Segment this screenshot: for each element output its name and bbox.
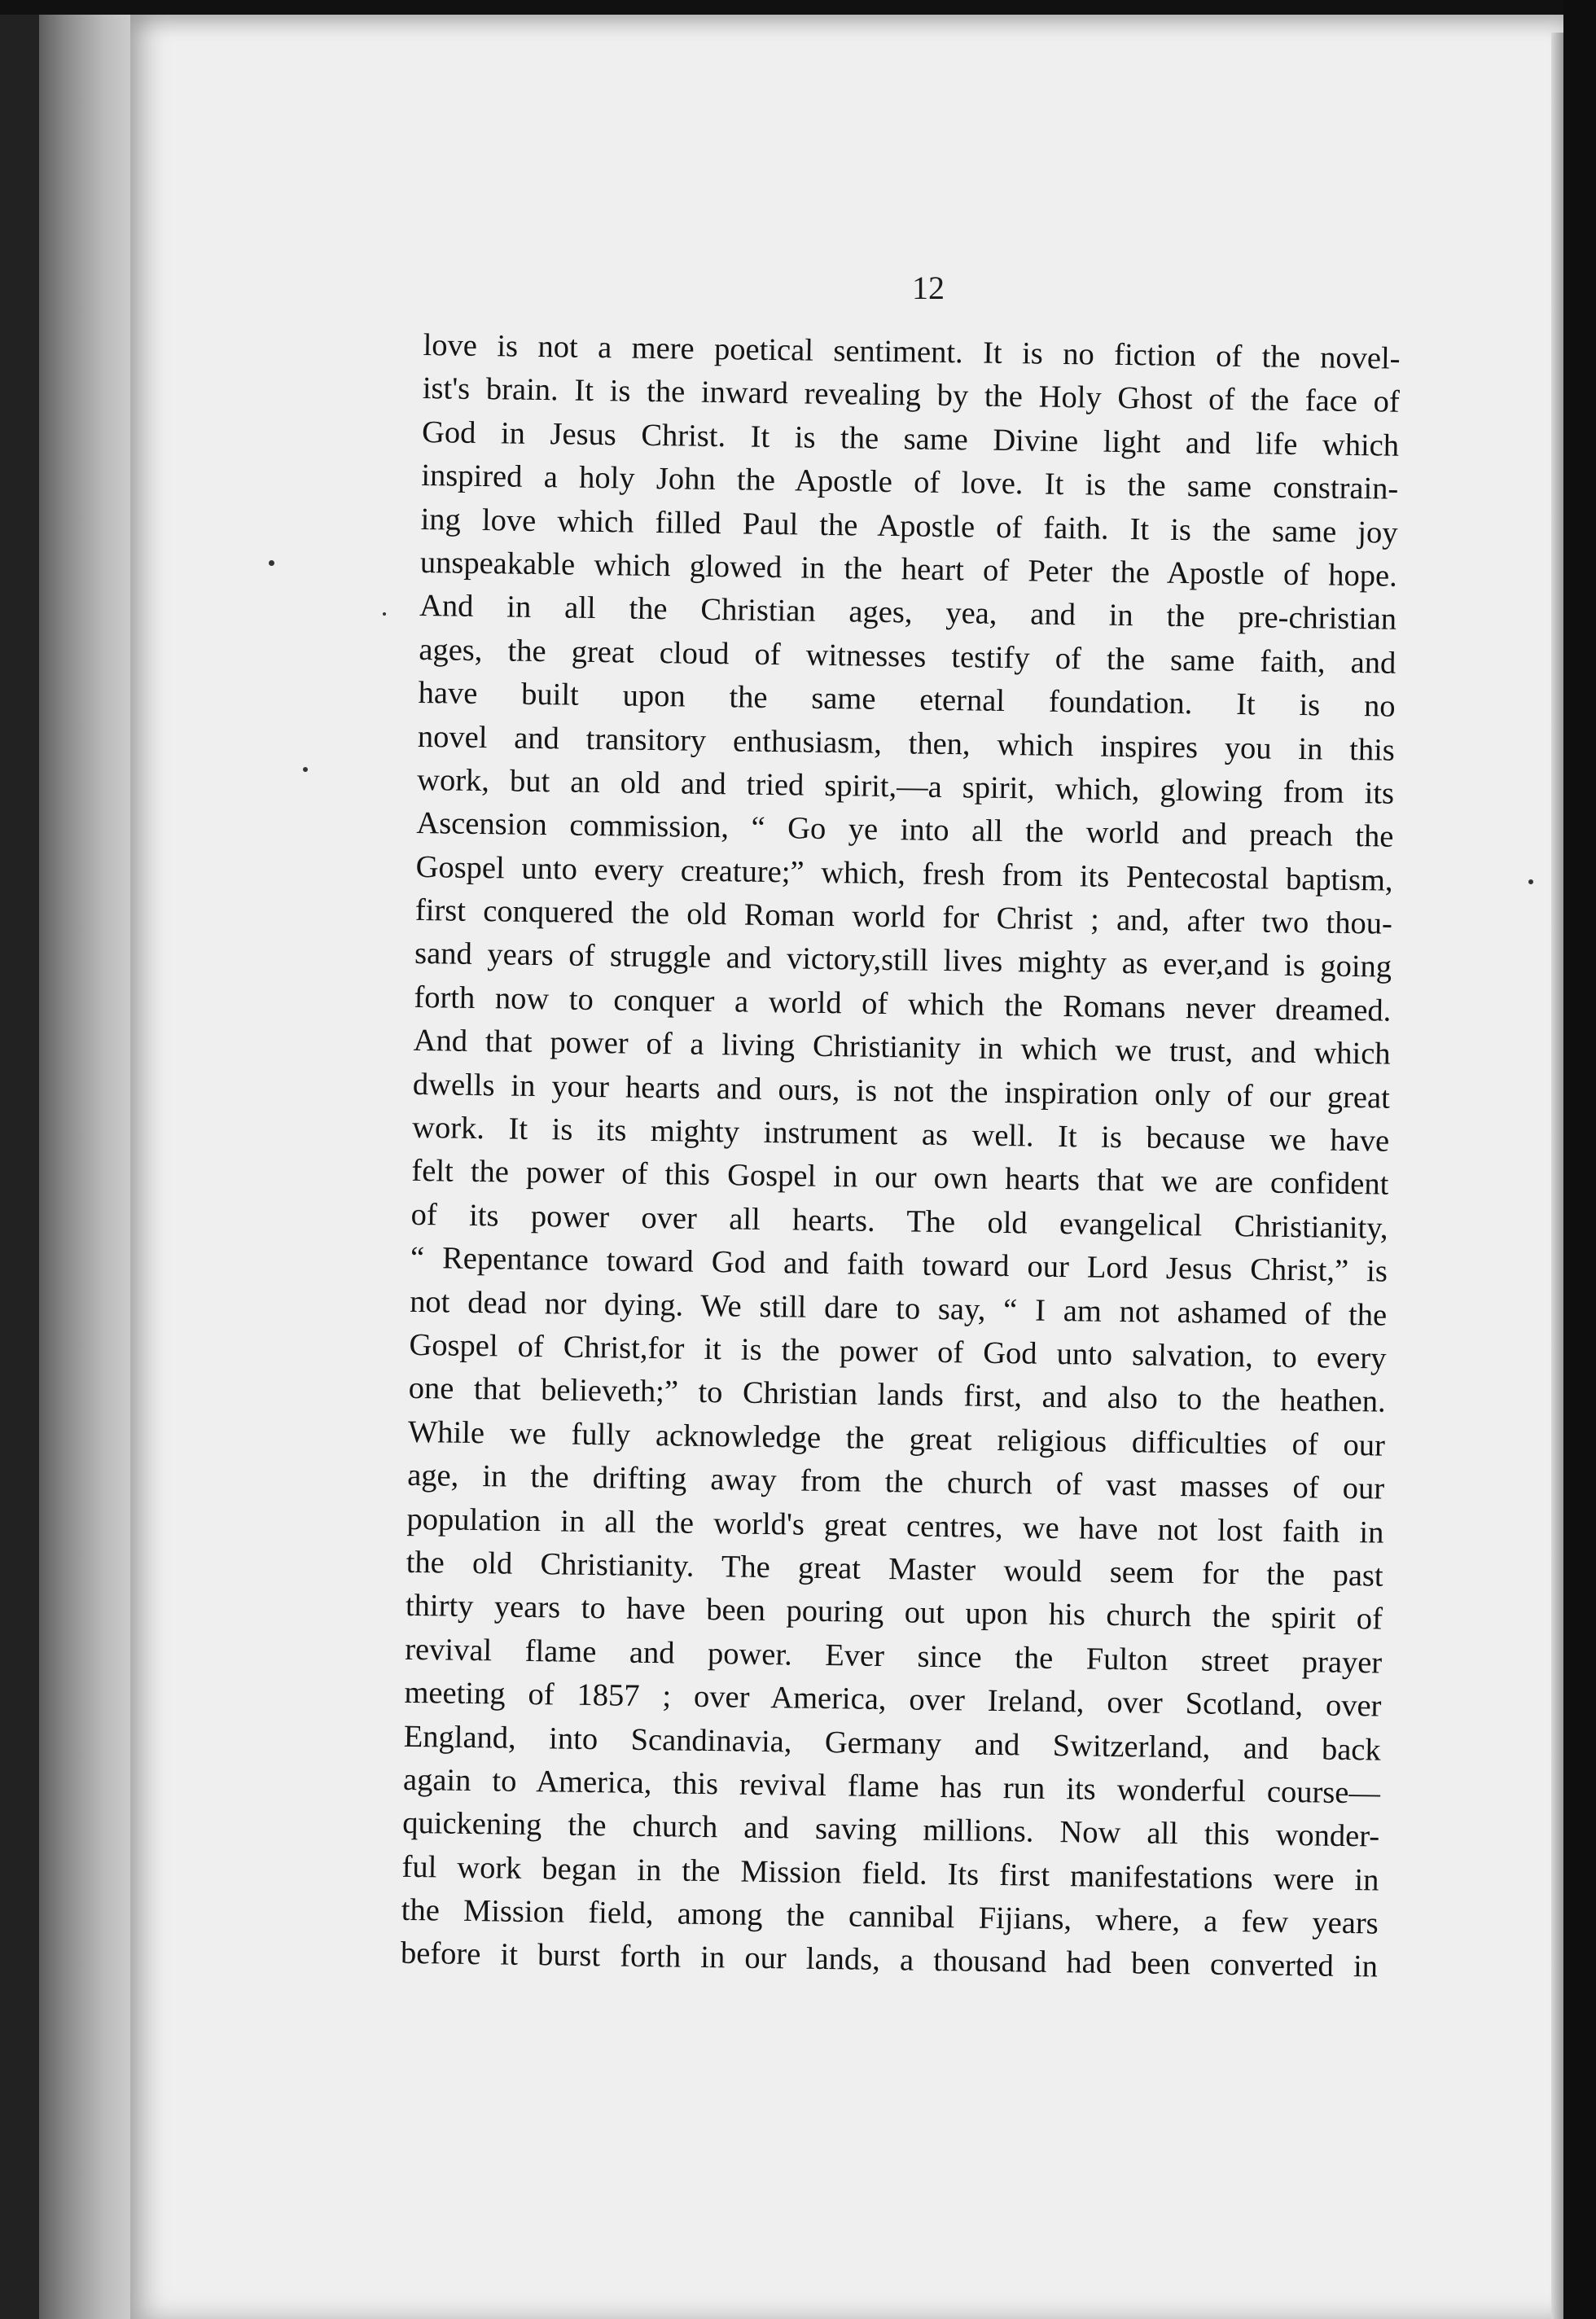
- text-line: felt the power of this Gospel in our own hearts that we are confident: [411, 1154, 1389, 1203]
- text-line: England, into Scandinavia, Germany and Switzerland, and back: [403, 1719, 1381, 1768]
- text-line: unspeakable which glowed in the heart of Peter the Apostle of hope.: [419, 545, 1398, 594]
- text-line: sand years of struggle and victory,still lives mighty as ever,and is going: [414, 936, 1392, 985]
- scan-speck: [383, 612, 386, 616]
- text-line: “ Repentance toward God and faith toward our Lord Jesus Christ,” is: [410, 1241, 1388, 1289]
- text-line: ful work began in the Mission field. Its first manifestations were in: [401, 1849, 1379, 1898]
- page-stack-edge: [39, 15, 145, 2319]
- text-line: Ascension commission, “ Go ye into all the world and preach the: [416, 806, 1394, 854]
- text-line: thirty years to have been pouring out upon his church the spirit of: [405, 1589, 1383, 1637]
- text-line: not dead nor dying. We still dare to say, “ I am not ashamed of the: [409, 1284, 1388, 1333]
- text-line: the old Christianity. The great Master would seem for the past: [406, 1545, 1383, 1593]
- text-line: novel and transitory enthusiasm, then, which inspires you in this: [417, 719, 1396, 768]
- text-line: first conquered the old Roman world for Christ ; and, after two thou-: [414, 893, 1393, 941]
- scan-speck: [303, 767, 308, 772]
- text-line: ing love which filled Paul the Apostle of faith. It is the same joy: [420, 502, 1398, 550]
- text-line: one that believeth;” to Christian lands first, and also to the heathen.: [408, 1371, 1386, 1420]
- text-line: forth now to conquer a world of which the Romans never dreamed.: [414, 980, 1392, 1028]
- scan-right-border: [1563, 0, 1596, 2319]
- text-line: work, but an old and tried spirit,—a spirit, which, glowing from its: [416, 762, 1395, 811]
- text-line: And in all the Christian ages, yea, and in the pre-christian: [419, 589, 1397, 638]
- scan-top-border: [0, 0, 1596, 15]
- text-line: dwells in your hearts and ours, is not the inspiration only of our great: [412, 1067, 1391, 1116]
- text-line: ist's brain. It is the inward revealing by the Holy Ghost of the face of: [422, 371, 1401, 420]
- text-line: Gospel of Christ,for it is the power of God unto salvation, to every: [409, 1327, 1387, 1376]
- scan-speck: [269, 560, 274, 566]
- text-line: again to America, this revival flame has run its wonderful course—: [402, 1762, 1381, 1811]
- text-line: work. It is its mighty instrument as well. It is because we have: [411, 1110, 1390, 1159]
- text-line: meeting of 1857 ; over America, over Ireland, over Scotland, over: [404, 1675, 1382, 1724]
- text-line: age, in the drifting away from the church of vast masses of our: [406, 1458, 1385, 1506]
- text-line: revival flame and power. Ever since the Fulton street prayer: [404, 1632, 1383, 1681]
- text-line: inspired a holy John the Apostle of love. It is the same constrain-: [421, 458, 1399, 506]
- text-line: ages, the great cloud of witnesses testify of the same faith, and: [419, 632, 1396, 681]
- body-text: [401, 324, 1401, 1989]
- text-line: Gospel unto every creature;” which, fresh from its Pentecostal baptism,: [415, 849, 1393, 898]
- text-line: love is not a mere poetical sentiment. It is no fiction of the novel-: [423, 327, 1401, 376]
- scan-speck: [1528, 879, 1533, 884]
- text-line: have built upon the same eternal foundation. It is no: [418, 676, 1396, 724]
- text-line: quickening the church and saving millions. Now all this wonder-: [401, 1806, 1380, 1854]
- text-line: While we fully acknowledge the great religious difficulties of our: [407, 1414, 1386, 1463]
- text-line: of its power over all hearts. The old evangelical Christianity,: [410, 1197, 1388, 1246]
- page-number: 12: [912, 270, 945, 306]
- text-line: before it burst forth in our lands, a thousand had been converted in: [400, 1936, 1379, 1985]
- text-line: God in Jesus Christ. It is the same Divine light and life which: [421, 414, 1400, 463]
- text-line: population in all the world's great centres, we have not lost faith in: [406, 1501, 1384, 1550]
- text-line: And that power of a living Christianity in which we trust, and which: [413, 1024, 1391, 1072]
- facing-page-edge: [1551, 33, 1563, 2319]
- text-line: the Mission field, among the cannibal Fijians, where, a few years: [401, 1892, 1379, 1941]
